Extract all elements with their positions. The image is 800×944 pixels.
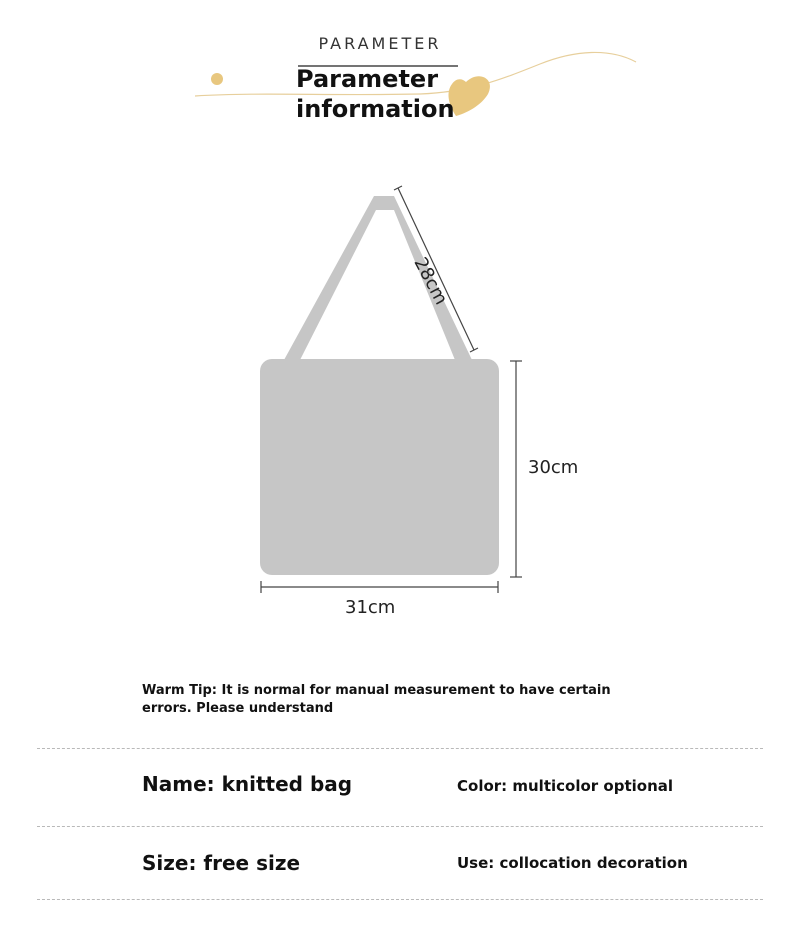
divider: [37, 748, 763, 749]
strap-length-label: 28cm: [409, 254, 452, 309]
bag-strap: [284, 196, 472, 360]
spec-color: Color: multicolor optional: [457, 777, 674, 795]
warm-tip: [142, 682, 612, 718]
section-kicker: PARAMETER: [318, 34, 442, 53]
divider: [37, 826, 763, 827]
divider: [37, 899, 763, 900]
bag-body: [260, 359, 499, 575]
warm-tip-line-1: Warm Tip: It is normal for manual measurement to have certain: [142, 683, 611, 698]
title-line-2: information: [296, 95, 455, 123]
spec-use: Use: collocation decoration: [457, 854, 688, 872]
height-label: 30cm: [528, 457, 579, 478]
spec-size: Size: free size: [142, 851, 301, 875]
width-label: 31cm: [345, 597, 396, 618]
title-line-1: Parameter: [296, 65, 439, 93]
spec-name: Name: knitted bag: [142, 772, 353, 796]
warm-tip-line-2: errors. Please understand: [142, 701, 334, 716]
